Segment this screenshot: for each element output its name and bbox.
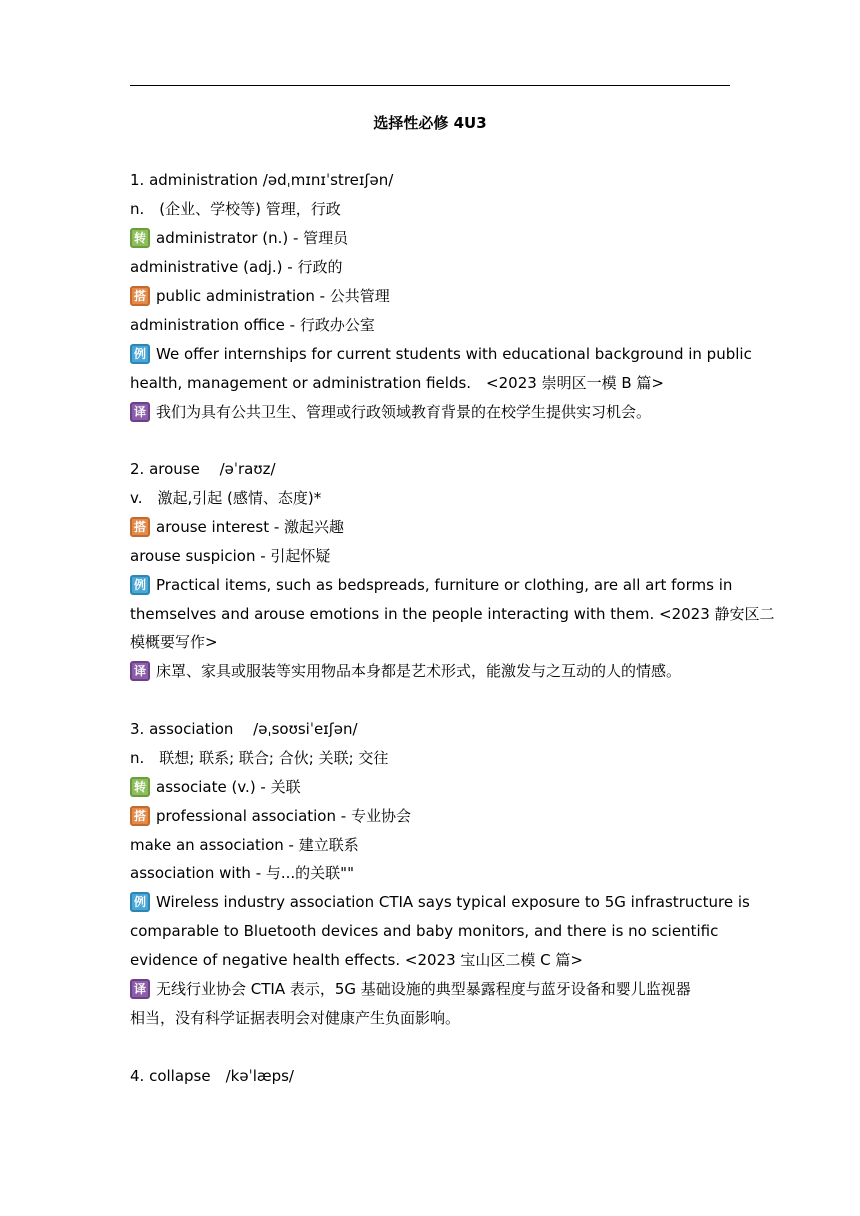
entry-definition: n. (企业、学校等) 管理，行政 [130,200,341,218]
page-title: 选择性必修 4U3 [373,114,487,132]
example-text: We offer internships for current students with educational background in public [156,345,752,363]
entry-headword: 1. administration /ədˌmɪnɪˈstreɪʃən/ [130,171,394,189]
collocation-text: arouse suspicion - 引起怀疑 [130,547,331,565]
li-badge-icon: 例 [130,892,150,912]
collocation-text: administration office - 行政办公室 [130,316,375,334]
derivative-text: administrative (adj.) - 行政的 [130,258,343,276]
translation-text: 我们为具有公共卫生、管理或行政领域教育背景的在校学生提供实习机会。 [156,403,652,421]
entry-headword: 3. association /əˌsoʊsiˈeɪʃən/ [130,720,358,738]
derivative-line [130,228,735,248]
example-text: evidence of negative health effects. <2023 宝山区二模 C 篇> [130,951,583,969]
example-text: Wireless industry association CTIA says typical exposure to 5G infrastructure is [156,893,750,911]
translation-text: 相当，没有科学证据表明会对健康产生负面影响。 [130,1009,461,1027]
example-text: 模概要写作> [130,633,218,651]
li-badge-icon: 例 [130,344,150,364]
da-badge-icon: 搭 [130,806,150,826]
collocation-line [130,806,735,826]
derivative-text: associate (v.) - 关联 [156,778,301,796]
derivative-text: administrator (n.) - 管理员 [156,229,349,247]
yi-badge-icon: 译 [130,661,150,681]
derivative-line [130,777,735,797]
collocation-text: association with - 与...的关联"" [130,864,354,882]
example-text: themselves and arouse emotions in the people interacting with them. <2023 静安区二 [130,605,775,623]
entry-definition: v. 激起,引起 (感情、态度)* [130,489,322,507]
collocation-text: public administration - 公共管理 [156,287,390,305]
example-line [130,892,750,912]
da-badge-icon: 搭 [130,286,150,306]
entry-headword: 4. collapse /kəˈlæps/ [130,1067,294,1085]
translation-line [130,661,735,681]
zhuan-badge-icon: 转 [130,777,150,797]
translation-text: 床罩、家具或服装等实用物品本身都是艺术形式，能激发与之互动的人的情感。 [156,662,682,680]
example-text: comparable to Bluetooth devices and baby monitors, and there is no scientific [130,922,719,940]
entry-definition: n. 联想; 联系; 联合; 合伙; 关联; 交往 [130,749,389,767]
example-line [130,575,735,595]
translation-line [130,402,735,422]
collocation-line [130,286,735,306]
translation-text: 无线行业协会 CTIA 表示，5G 基础设施的典型暴露程度与蓝牙设备和婴儿监视器 [156,980,691,998]
collocation-text: professional association - 专业协会 [156,807,411,825]
example-text: health, management or administration fields. <2023 崇明区一模 B 篇> [130,374,664,392]
li-badge-icon: 例 [130,575,150,595]
translation-line [130,979,735,999]
example-line [130,344,752,364]
collocation-line [130,517,735,537]
entry-headword: 2. arouse /əˈraʊz/ [130,460,276,478]
collocation-text: arouse interest - 激起兴趣 [156,518,345,536]
example-text: Practical items, such as bedspreads, furniture or clothing, are all art forms in [156,576,733,594]
zhuan-badge-icon: 转 [130,228,150,248]
yi-badge-icon: 译 [130,979,150,999]
top-divider [130,85,730,86]
da-badge-icon: 搭 [130,517,150,537]
collocation-text: make an association - 建立联系 [130,836,359,854]
yi-badge-icon: 译 [130,402,150,422]
